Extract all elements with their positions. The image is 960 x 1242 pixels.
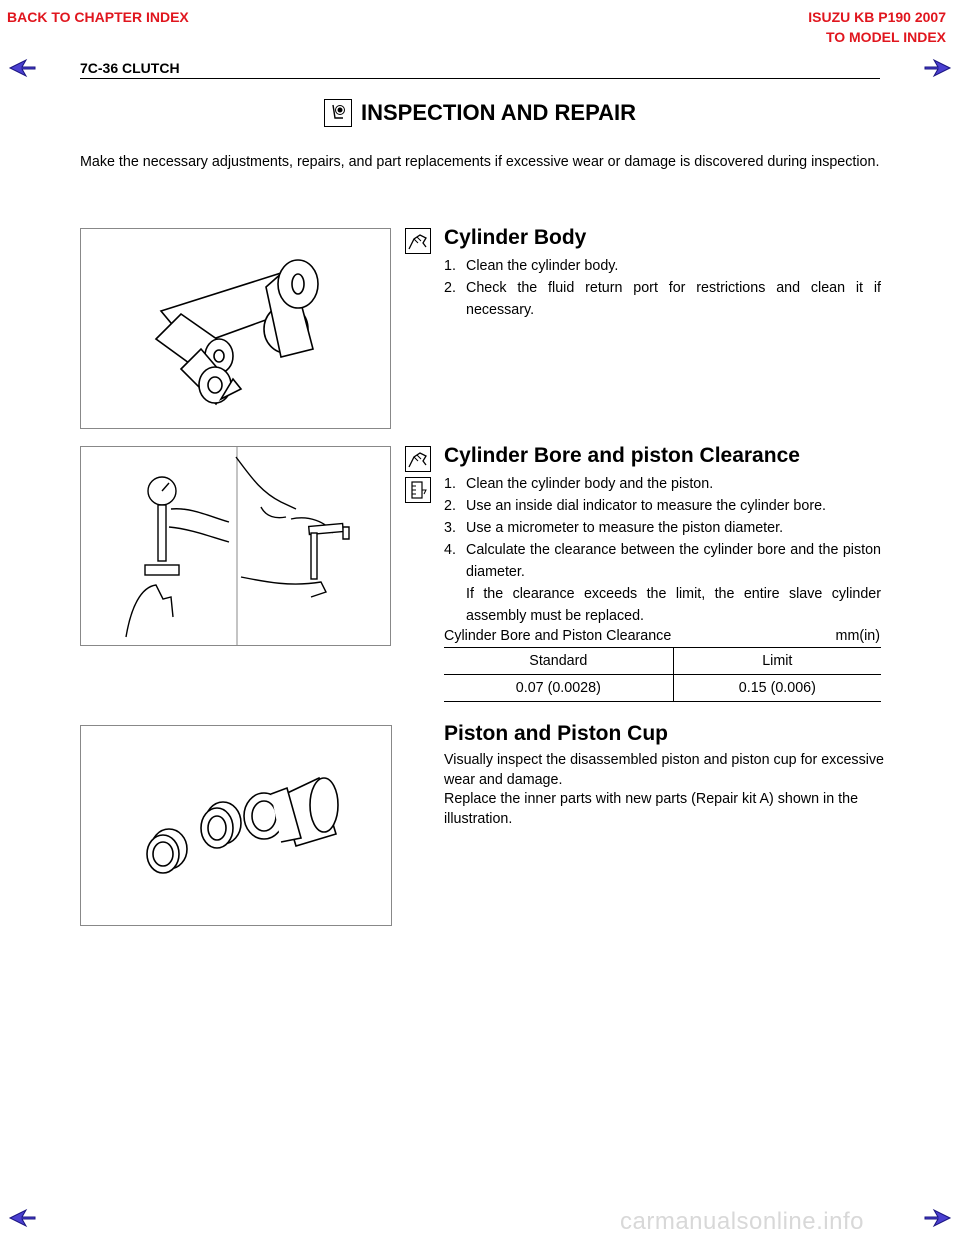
watermark: carmanualsonline.info [620, 1208, 864, 1235]
replacement-note: If the clearance exceeds the limit, the entire slave cylinder assembly must be replaced. [466, 586, 881, 624]
cylinder-body-figure [80, 228, 391, 429]
spec-table-caption: Cylinder Bore and Piston Clearance [444, 628, 672, 644]
cylinder-bore-measurement-figure [80, 446, 391, 646]
section-title-piston-cup: Piston and Piston Cup [444, 722, 668, 745]
next-page-arrow-icon[interactable] [924, 1208, 952, 1228]
hand-cleaning-icon [405, 228, 431, 254]
intro-paragraph: Make the necessary adjustments, repairs, and part replacements if excessive wear or damage is discovered during inspection. [80, 154, 880, 170]
section-title-cylinder-bore: Cylinder Bore and piston Clearance [444, 444, 800, 467]
previous-page-arrow-icon[interactable] [8, 58, 36, 78]
next-page-arrow-icon[interactable] [924, 58, 952, 78]
spec-value-limit: 0.15 (0.006) [673, 675, 881, 702]
cylinder-bore-steps [444, 473, 881, 583]
previous-page-arrow-icon[interactable] [8, 1208, 36, 1228]
list-item: 4. Calculate the clearance between the cylinder bore and the piston diameter. [444, 542, 881, 580]
list-item: 2. Check the fluid return port for restrictions and clean it if necessary. [444, 280, 881, 318]
measure-icon [405, 477, 431, 503]
to-model-index-link[interactable]: TO MODEL INDEX [825, 29, 946, 45]
list-item: 2. Use an inside dial indicator to measure the cylinder bore. [444, 498, 826, 514]
spec-table-unit: mm(in) [835, 628, 880, 644]
cylinder-body-steps [444, 255, 881, 321]
spec-header-standard: Standard [444, 648, 673, 675]
section-title-cylinder-body: Cylinder Body [444, 226, 587, 249]
piston-cup-paragraph-1: Visually inspect the disassembled piston and piston cup for excessive wear and damage. [444, 752, 885, 788]
inspection-icon [324, 99, 352, 127]
header-rule [80, 78, 880, 79]
page-title: INSPECTION AND REPAIR [361, 100, 637, 125]
piston-and-cup-figure [80, 725, 392, 926]
list-item: 1. Clean the cylinder body and the piston. [444, 476, 714, 492]
model-title-link[interactable]: ISUZU KB P190 2007 [808, 9, 946, 25]
list-item: 3. Use a micrometer to measure the piston diameter. [444, 520, 784, 536]
piston-cup-paragraph-2: Replace the inner parts with new parts (Repair kit A) shown in the illustration. [444, 791, 859, 827]
list-item: 1. Clean the cylinder body. [444, 258, 619, 274]
page-id: 7C-36 CLUTCH [80, 60, 180, 76]
spec-header-limit: Limit [673, 648, 881, 675]
hand-cleaning-icon [405, 446, 431, 472]
spec-value-standard: 0.07 (0.0028) [444, 675, 673, 702]
back-to-chapter-index-link[interactable]: BACK TO CHAPTER INDEX [7, 9, 189, 25]
spec-table [444, 647, 881, 702]
